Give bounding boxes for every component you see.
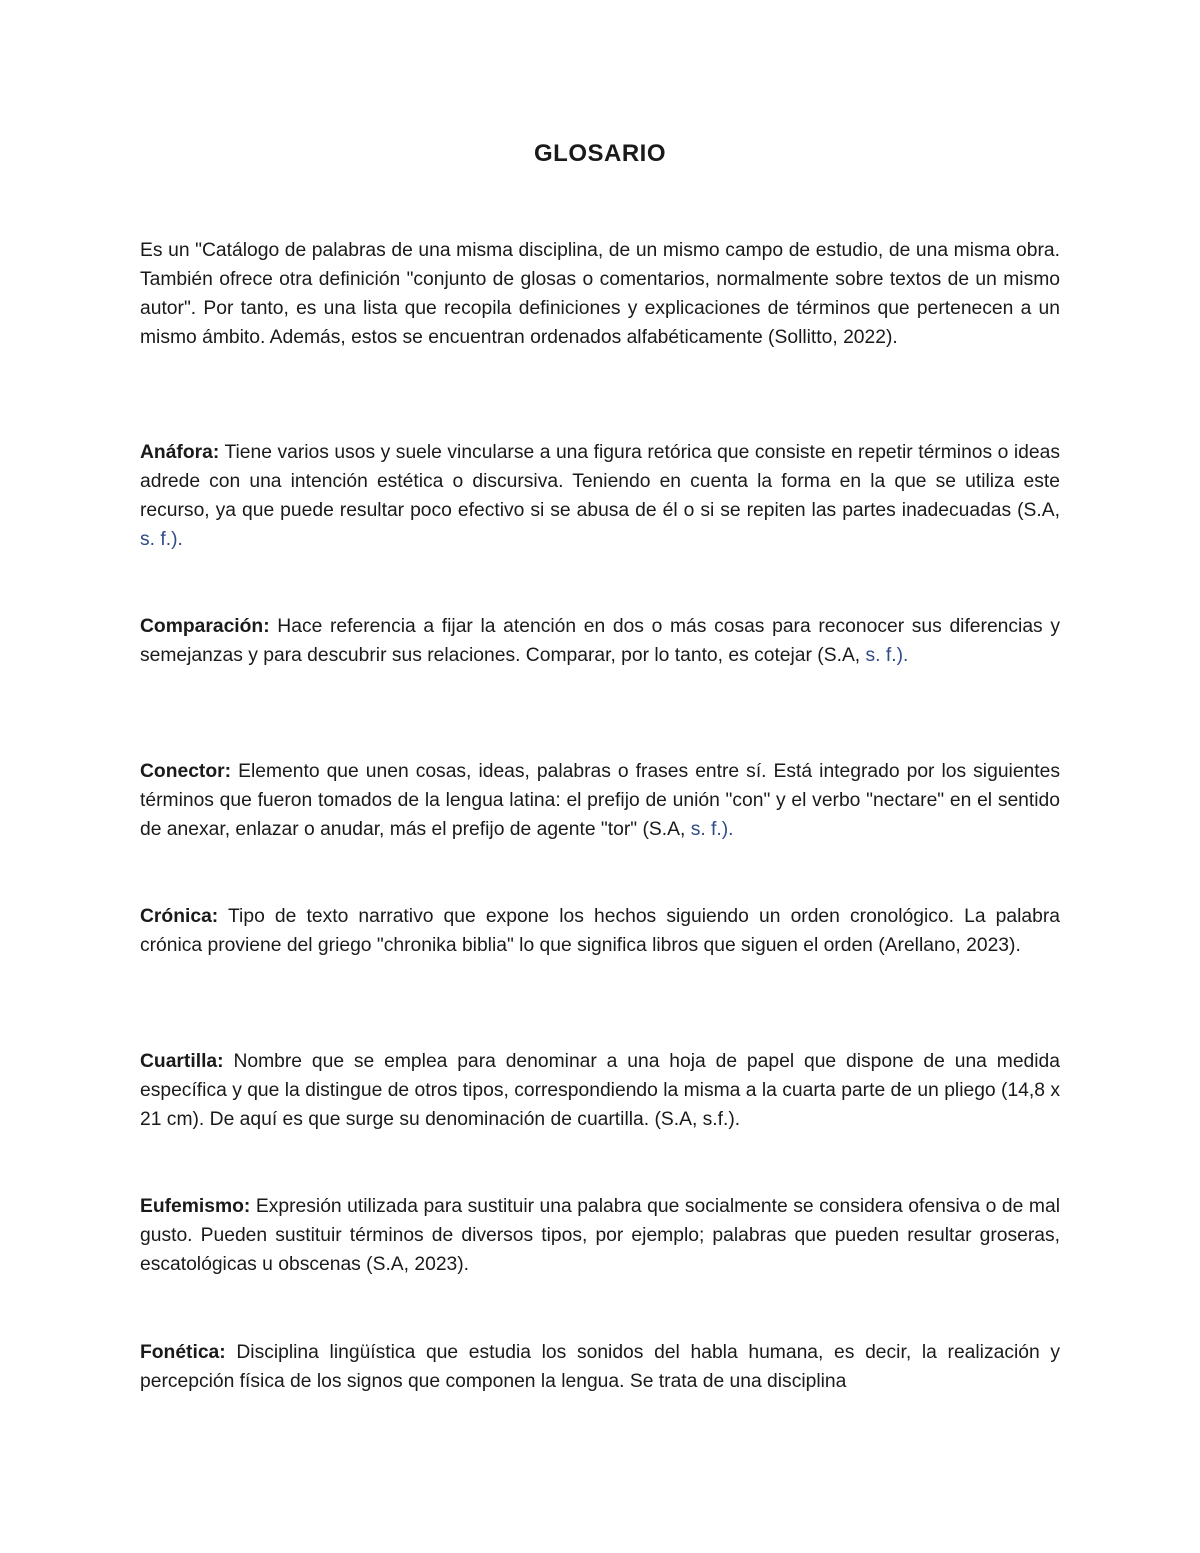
entry-definition: Expresión utilizada para sustituir una palabra que socialmente se considera ofensiva o de mal gusto. Pueden sustituir términos de diversos tipos, por ejemplo; palabras que pueden resultar groseras, escatológicas u obscenas (S.A, 2023). bbox=[140, 1196, 1060, 1275]
glossary-entry-fonetica bbox=[140, 1338, 1060, 1396]
entry-definition: Tiene varios usos y suele vincularse a una figura retórica que consiste en repetir términos o ideas adrede con una intención estética o discursiva. Teniendo en cuenta la forma en la que se utiliza este recurso, ya que puede resultar poco efectivo si se abusa de él o si se repiten las partes inadecuadas (S.A, bbox=[140, 442, 1060, 521]
entry-term: Comparación: bbox=[140, 616, 270, 637]
citation-link[interactable]: s. f.). bbox=[690, 819, 734, 840]
entry-definition: Nombre que se emplea para denominar a una hoja de papel que dispone de una medida específica y que la distingue de otros tipos, correspondiendo la misma a la cuarta parte de un pliego (14,8 x 21 cm). De aquí es que surge su denominación de cuartilla. (S.A, s.f.). bbox=[140, 1051, 1060, 1130]
entry-definition: Disciplina lingüística que estudia los sonidos del habla humana, es decir, la realización y percepción física de los signos que componen la lengua. Se trata de una disciplina bbox=[140, 1342, 1060, 1392]
entry-definition: Tipo de texto narrativo que expone los hechos siguiendo un orden cronológico. La palabra crónica proviene del griego "chronika biblia" lo que significa libros que siguen el orden (Arellano, 2023). bbox=[140, 906, 1060, 956]
entry-term: Crónica: bbox=[140, 906, 219, 927]
entry-definition: Hace referencia a fijar la atención en dos o más cosas para reconocer sus diferencias y semejanzas y para descubrir sus relaciones. Comparar, por lo tanto, es cotejar (S.A, bbox=[140, 616, 1060, 666]
citation-link[interactable]: s. f.). bbox=[140, 529, 183, 550]
glossary-entry-anafora bbox=[140, 438, 1060, 554]
glossary-entry-cuartilla bbox=[140, 1047, 1060, 1134]
glossary-entry-cronica bbox=[140, 902, 1060, 960]
glossary-entry-eufemismo bbox=[140, 1192, 1060, 1279]
entry-term: Conector: bbox=[140, 761, 232, 782]
entry-definition: Elemento que unen cosas, ideas, palabras o frases entre sí. Está integrado por los siguientes términos que fueron tomados de la lengua latina: el prefijo de unión "con" y el verbo "nectare" en el sentido de anexar, enlazar o anudar, más el prefijo de agente "tor" (S.A, bbox=[140, 761, 1060, 840]
entry-term: Cuartilla: bbox=[140, 1051, 224, 1072]
entry-term: Anáfora: bbox=[140, 442, 220, 463]
page-title: GLOSARIO bbox=[533, 140, 666, 167]
entry-term: Fonética: bbox=[140, 1342, 226, 1363]
citation-link[interactable]: s. f.). bbox=[865, 645, 909, 666]
intro-paragraph: Es un "Catálogo de palabras de una misma disciplina, de un mismo campo de estudio, de una misma obra. También ofrece otra definición "conjunto de glosas o comentarios, normalmente sobre textos de un mismo autor". Por tanto, es una lista que recopila definiciones y explicaciones de términos que pertenecen a un mismo ámbito. Además, estos se encuentran ordenados alfabéticamente (Sollitto, 2022). bbox=[140, 240, 1060, 348]
glossary-entry-comparacion bbox=[140, 612, 1060, 670]
glossary-entry-conector bbox=[140, 757, 1060, 844]
entry-term: Eufemismo: bbox=[140, 1196, 251, 1217]
